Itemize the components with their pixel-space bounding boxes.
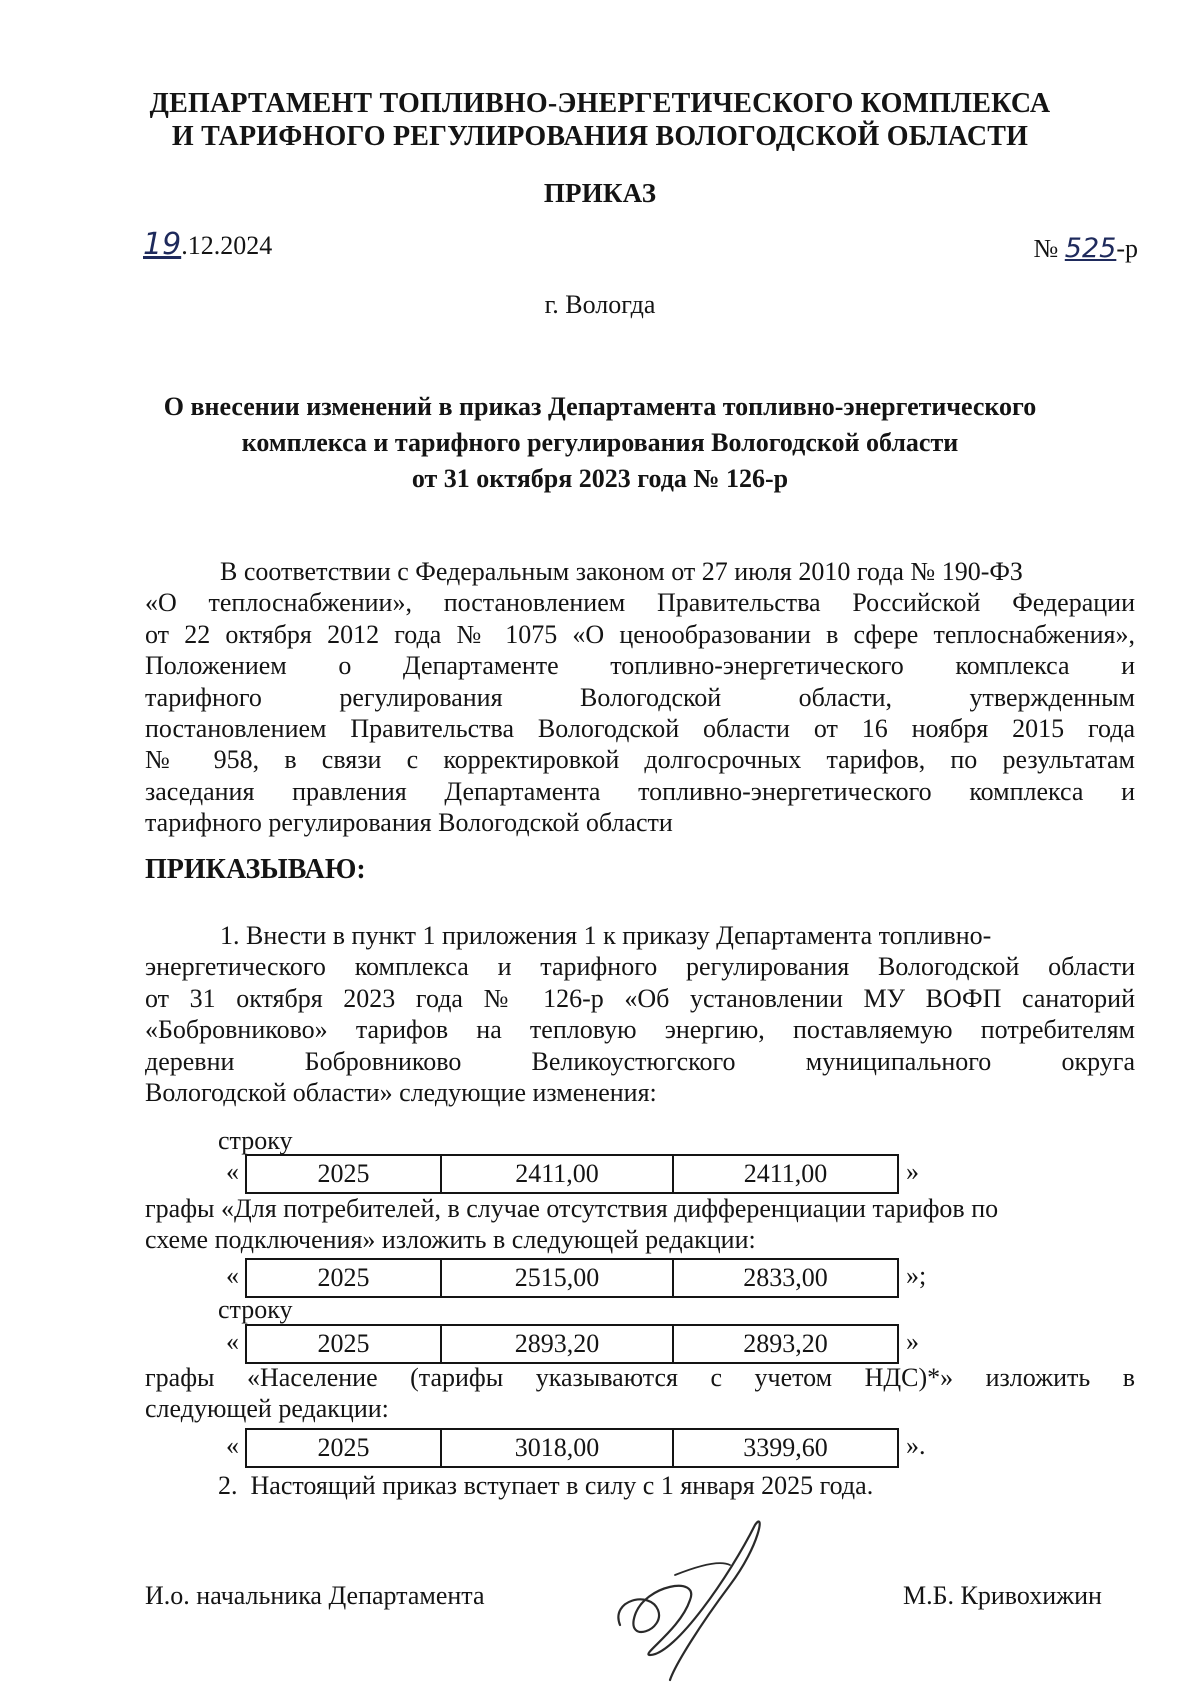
row-open-quote: « [226,1261,239,1290]
item-1-line: Вологодской области» следующие изменения: [145,1078,657,1108]
handwritten-signature [580,1505,810,1695]
preamble-line: тарифного регулирования Вологодской области [145,808,673,838]
row-year: 2025 [247,1156,442,1192]
handwritten-order-number: 525 [1064,233,1117,264]
word-stroku: строку [218,1295,293,1324]
preamble-line: В соответствии с Федеральным законом от 27 июля 2010 года № 190-ФЗ [220,557,1023,586]
order-number [1033,226,1138,272]
row-open-quote: « [226,1431,239,1460]
preamble-paragraph [145,556,1135,839]
preamble-line: Положением о Департаменте топливно-энергетического комплекса и [145,651,1135,681]
preamble-line: «О теплоснабжении», постановлением Правительства Российской Федерации [145,588,1135,618]
order-title-line3: от 31 октября 2023 года № 126-р [411,464,789,493]
item-1-line: 1. Внести в пункт 1 приложения 1 к приказу Департамента топливно- [220,921,992,950]
row-value-2: 3399,60 [743,1433,828,1462]
row-value-2: 2411,00 [743,1159,828,1188]
row-year: 2025 [247,1326,442,1362]
item-1-line: энергетического комплекса и тарифного регулирования Вологодской области [145,952,1135,982]
city: г. Вологда [544,290,656,319]
row-value-1: 3018,00 [442,1430,674,1466]
preamble-line: № 958, в связи с корректировкой долгосрочных тарифов, по результатам [145,745,1135,775]
handwritten-date-day: 19 [143,227,182,262]
graph-1-line: схеме подключения» изложить в следующей редакции: [145,1225,756,1254]
row-year: 2025 [247,1430,442,1466]
department-name-line1: ДЕПАРТАМЕНТ ТОПЛИВНО-ЭНЕРГЕТИЧЕСКОГО КОМПЛЕКСА [149,88,1051,119]
department-name-line2: И ТАРИФНОГО РЕГУЛИРОВАНИЯ ВОЛОГОДСКОЙ ОБЛАСТИ [171,121,1029,152]
signatory-position: И.о. начальника Департамента [145,1581,485,1610]
row-value-1: 2893,20 [442,1326,674,1362]
tariff-row [245,1428,899,1468]
number-prefix: № [1033,234,1059,263]
row-value-2: 2893,20 [743,1329,828,1358]
row-value-2: 2833,00 [743,1263,828,1292]
tariff-row [245,1324,899,1364]
item-1-line: от 31 октября 2023 года № 126-р «Об установлении МУ ВОФП санаторий [145,983,1135,1013]
item-1-line: «Бобровниково» тарифов на тепловую энергию, поставляемую потребителям [145,1015,1135,1045]
graph-2-line [145,1362,1135,1393]
row-open-quote: « [226,1157,239,1186]
row-close-quote: »; [906,1261,927,1290]
graph-2-line: следующей редакции: [145,1394,389,1423]
row-year: 2025 [247,1260,442,1296]
graph-2-line-text: графы «Население (тарифы указываются с учетом НДС)*» изложить в [145,1363,1135,1392]
order-title-line2: комплекса и тарифного регулирования Вологодской области [241,428,959,457]
preamble-line: от 22 октября 2012 года № 1075 «О ценообразовании в сфере теплоснабжения», [145,619,1135,649]
order-date [143,222,272,269]
item-1-line: деревни Бобровниково Великоустюгского муниципального округа [145,1046,1135,1076]
preamble-line: заседания правления Департамента топливно-энергетического комплекса и [145,776,1135,806]
order-title-line1: О внесении изменений в приказ Департамента топливно-энергетического [163,392,1037,421]
preamble-line: тарифного регулирования Вологодской области, утвержденным [145,682,1135,712]
word-stroku: строку [218,1126,293,1155]
row-close-quote: » [906,1157,919,1186]
document-type: ПРИКАЗ [543,178,657,208]
date-rest: .12.2024 [181,231,273,260]
item-1-paragraph [145,920,1135,1108]
tariff-row [245,1154,899,1194]
graph-1-line: графы «Для потребителей, в случае отсутствия дифференциации тарифов по [145,1194,999,1223]
row-close-quote: ». [906,1431,926,1460]
item-2: 2. Настоящий приказ вступает в силу с 1 января 2025 года. [218,1471,874,1500]
number-suffix: -р [1116,234,1138,263]
row-open-quote: « [226,1327,239,1356]
row-value-1: 2411,00 [442,1156,674,1192]
row-close-quote: » [906,1327,919,1356]
tariff-row [245,1258,899,1298]
order-word: ПРИКАЗЫВАЮ: [145,854,366,885]
signatory-name: М.Б. Кривохижин [903,1581,1102,1610]
preamble-line: постановлением Правительства Вологодской области от 16 ноября 2015 года [145,714,1135,744]
row-value-1: 2515,00 [442,1260,674,1296]
